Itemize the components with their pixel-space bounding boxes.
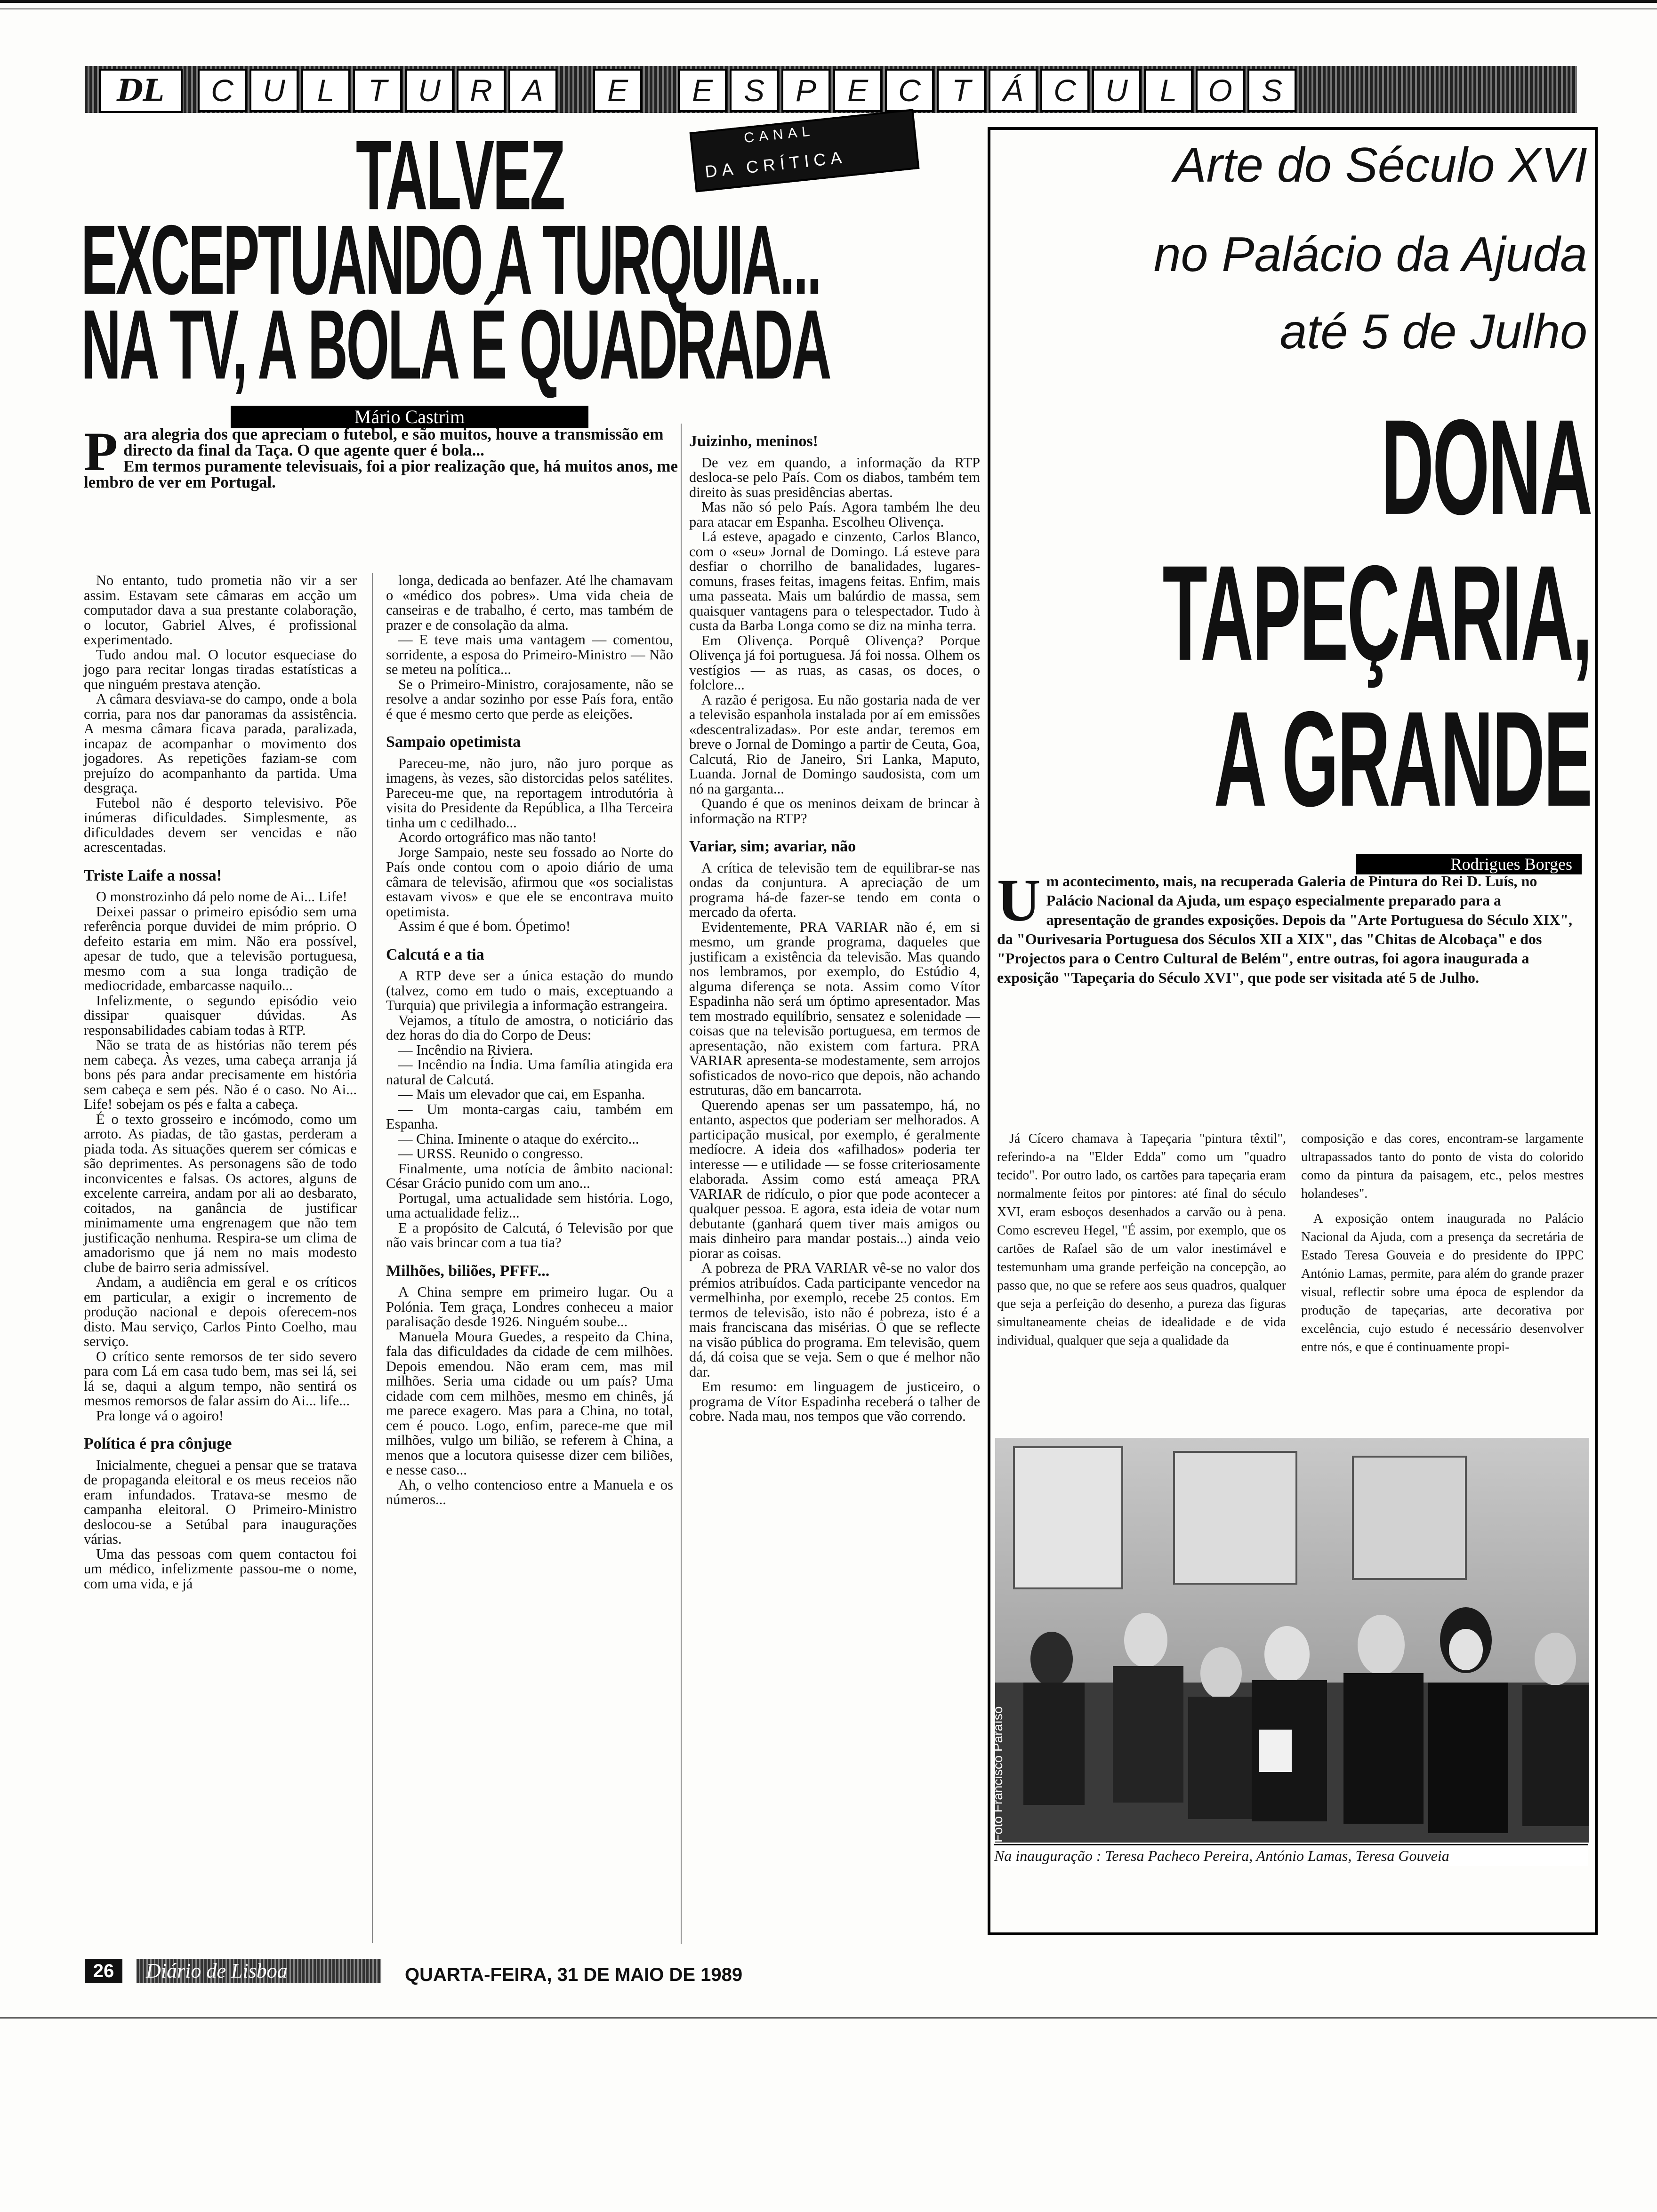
paragraph: — URSS. Reunido o congresso. [398, 1146, 584, 1162]
right-lead-text: m acontecimento, mais, na recuperada Galeria de Pintura do Rei D. Luís, no Palácio Nacional da Ajuda, um espaço especialmente preparado para a apresentação de grandes exposições. Depois da "Arte Portuguesa do Século XIX", da "Ourivesaria Portuguesa dos Séculos XII a XIX", das "Chitas de Alcobaça" e dos "Projectos para o Centro Cultural de Belém", entre outras, foi agora inaugurada a exposição "Tapeçaria do Século XVI", que pode ser visitada até 5 de Julho. [997, 873, 1572, 986]
paragraph: Em Olivença. Porquê Olivença? Porque Olivença já foi portuguesa. Já foi nossa. Olhem os vestígios — as ruas, as casas, os doces, o folclore... [689, 632, 980, 693]
paragraph: A China sempre em primeiro lugar. Ou a Polónia. Tem graça, Londres conheceu a maior paralisação desde 1926. Ninguém soube... [386, 1284, 673, 1330]
subheading: Variar, sim; avariar, não [689, 838, 856, 855]
section-letter: P [781, 69, 830, 112]
lead-dropcap: P [84, 421, 118, 482]
paragraph: Portugal, uma actualidade sem história. Logo, uma actualidade feliz... [386, 1190, 673, 1221]
section-letter: E [593, 69, 642, 112]
paragraph: Pareceu-me, não juro, não juro porque as imagens, às vezes, são distorcidas pelos satélites. Pareceu-me que, na reportagem introdutória à visita do Presidente da República, a Ilha Terceira tinha um c cedilhado... [386, 755, 673, 831]
headline-line-1: TALVEZ [356, 120, 564, 231]
paragraph: Tudo andou mal. O locutor esqueciase do jogo para recitar longas tiradas estatísticas a que ninguém prestava atenção. [84, 646, 357, 692]
column-stamp [690, 109, 920, 192]
right-paragraph: A exposição ontem inaugurada no Palácio Nacional da Ajuda, com a presença da secretária de Estado Teresa Gouveia e do presidente do IPPC António Lamas, permite, para além do grande prazer visual, reflectir sobre uma época de esplendor da produção de tapeçarias, arte decorativa por excelência, cujo estudo é necessário desenvolver entre nós, e que é continuamente propi- [1301, 1211, 1584, 1354]
photo-caption: Na inauguração : Teresa Pacheco Pereira, António Lamas, Teresa Gouveia [994, 1844, 1588, 1866]
article-column-1 [84, 573, 357, 1591]
subheading: Sampaio opetimista [386, 733, 521, 751]
right-lead-dropcap: U [997, 867, 1041, 934]
paragraph: Finalmente, uma notícia de âmbito nacional: César Grácio punido com um ano... [386, 1160, 673, 1191]
right-article-lead [997, 867, 1585, 987]
article-column-2 [386, 573, 673, 1507]
paragraph: Ah, o velho contencioso entre a Manuela e os números... [386, 1476, 673, 1507]
headline-line-3: NA TV, A BOLA É QUADRADA [81, 289, 830, 400]
paragraph: — Um monta-cargas caiu, também em Espanha. [386, 1101, 673, 1132]
section-letter: U [249, 69, 298, 112]
newspaper-logo: DL [99, 69, 183, 113]
section-letter: T [353, 69, 402, 112]
paragraph: O crítico sente remorsos de ter sido severo para com Lá em casa tudo bem, mas sei lá, sei lá se, daqui a algum tempo, não sentirá os mesmos remorsos de falar assim do Ai... life... [84, 1348, 357, 1409]
section-letter: Á [989, 69, 1038, 112]
article-column-3 [689, 434, 980, 1424]
paragraph: E a propósito de Calcutá, ó Televisão por que não vais brincar com a tua tia? [386, 1219, 673, 1250]
kicker-line-3: até 5 de Julho [1279, 305, 1587, 359]
paragraph: Andam, a audiência em geral e os críticos em particular, a exigir o incremento de produção nacional e depois oferecem-nos disto. Mau serviço, Carlos Pinto Coelho, mau serviço. [84, 1274, 357, 1349]
section-letter: E [678, 69, 727, 112]
bottom-rule [0, 2017, 1657, 2019]
paragraph: O monstrozinho dá pelo nome de Ai... Life! [96, 889, 347, 905]
right-author-byline: Rodrigues Borges [1356, 854, 1582, 874]
top-rule [0, 0, 1657, 3]
subheading: Política é pra cônjuge [84, 1435, 232, 1452]
author-byline: Mário Castrim [231, 406, 588, 428]
paragraph: — E teve mais uma vantagem — comentou, sorridente, a esposa do Primeiro-Ministro — Não se meteu na política... [386, 632, 673, 677]
paragraph: Evidentemente, PRA VARIAR não é, em si mesmo, um grande programa, daqueles que justificam a existência da televisão. Mas quando nos lembramos, por exemplo, do Estúdio 4, alguma diferença se nota. Assim como Vítor Espadinha não será um óptimo apresentador. Mas tem mostrado equilíbrio, sensatez e solenidade — coisas que na televisão portuguesa, em termos de apresentação, não existem com fartura. PRA VARIAR apresenta-se modestamente, sem arrojos sofisticados de novo-rico que depois, não achando estruturas, dão em bancarrota. [689, 919, 980, 1098]
right-column-2 [1301, 1130, 1584, 1356]
newspaper-name: Diário de Lisboa [137, 1959, 381, 1983]
paragraph: — China. Iminente o ataque do exército... [398, 1130, 639, 1147]
photo-credit: Foto Francisco Paraíso [990, 1706, 1005, 1843]
paragraph: Futebol não é desporto televisivo. Põe inúmeras dificuldades. Simplesmente, as dificuldades devem ser vencidas e não acrescentadas. [84, 794, 357, 855]
section-letter: L [301, 69, 350, 112]
section-masthead [85, 66, 1577, 113]
paragraph: Inicialmente, cheguei a pensar que se tratava de propaganda eleitoral e os meus receios não eram infundados. Tratava-se mesmo de campanha eleitoral. O Primeiro-Ministro deslocou-se a Setúbal para inaugurações várias. [84, 1457, 357, 1547]
paragraph: Acordo ortográfico mas não tanto! [398, 829, 597, 845]
subheading: Milhões, biliões, PFFF... [386, 1262, 550, 1280]
photo-illustration [995, 1438, 1589, 1843]
section-letter: U [405, 69, 454, 112]
paragraph: Manuela Moura Guedes, a respeito da China, fala das dificuldades da cidade de cem milhões. Depois emendou. Não eram cem, mas mil milhões. Seria uma cidade ou um país? Uma cidade com cem milhões, mesmo em chinês, já me parece exagero. Mas para a China, no total, cem é pouco. Logo, enfim, parece-me que mil milhões, vulgo um bilião, se referem à China, a menos que a locutora quisesse dizer cem biliões, e nesse caso... [386, 1328, 673, 1478]
paragraph: Mas não só pelo País. Agora também lhe deu para atacar em Espanha. Escolheu Olivença. [689, 499, 980, 530]
paragraph: A crítica de televisão tem de equilibrar-se nas ondas da conjuntura. A apreciação de um programa há-de fazer-se tendo em conta o mercado da oferta. [689, 859, 980, 920]
top-rule-thin [0, 8, 1657, 9]
paragraph: Deixei passar o primeiro episódio sem uma referência porque duvidei de mim próprio. O defeito estaria em mim. Não era possível, apesar de tudo, que a televisão portuguesa, mesmo com a sua longa tradição de mediocridade, embarcasse naquilo... [84, 903, 357, 994]
section-letter: C [1040, 69, 1089, 112]
paragraph: No entanto, tudo prometia não vir a ser assim. Estavam sete câmaras em acção um computador dava a sua prestante colaboração, o locutor, Gabriel Alves, é profissional experimentado. [84, 572, 357, 648]
subheading: Triste Laife a nossa! [84, 866, 222, 884]
letter-gap [560, 69, 593, 112]
paragraph: longa, dedicada ao benfazer. Até lhe chamavam o «médico dos pobres». Uma vida cheia de canseiras e de trabalho, é certo, mas também de prazer e de consolação da alma. [386, 572, 673, 633]
paragraph: Uma das pessoas com quem contactou foi um médico, infelizmente passou-me o nome, com uma vida, e já [84, 1546, 357, 1592]
letter-gap [645, 69, 678, 112]
paragraph: — Mais um elevador que cai, em Espanha. [398, 1086, 645, 1102]
section-letter: A [508, 69, 557, 112]
paragraph: A razão é perigosa. Eu não gostaria nada de ver a televisão espanhola instalada por aí em emissões «descentralizadas». Por este andar, teremos em breve o Jornal de Domingo a partir de Ceuta, Goa, Calcutá, Rio de Janeiro, Sri Lanka, Maputo, Luanda. Jornal de Domingo saudosista, com um nó na garganta... [689, 691, 980, 797]
paragraph: A RTP deve ser a única estação do mundo (talvez, como em tudo o mais, exceptuando a Turquia) que privilegia a informação estrangeira. [386, 968, 673, 1013]
paragraph: Não se trata de as histórias não terem pés nem cabeça. Às vezes, uma cabeça arranja já bons pés para andar precisamente em história sem cabeça e sem pés. Não é o caso. No Ai... Life! sobejam os pés e falta a cabeça. [84, 1037, 357, 1112]
column-divider [681, 424, 682, 1944]
headline-tapecaria: TAPEÇARIA, [1162, 537, 1591, 689]
paragraph: Se o Primeiro-Ministro, corajosamente, não se resolve a andar sozinho por esse País fora, então é que é mesmo certo que perde as eleições. [386, 676, 673, 722]
subheading: Juizinho, meninos! [689, 433, 818, 450]
page-number: 26 [85, 1959, 122, 1983]
paragraph: Querendo apenas ser um passatempo, há, no entanto, aspectos que poderiam ser melhorados. A participação musical, por exemplo, é geralmente medíocre. A ideia dos «afilhados» poderia ter interesse — e utilidade — se fosse criteriosamente elaborada. Assim como está ameaça PRA VARIAR de ridículo, o pior que pode acontecer a qualquer pessoa. E agora, esta ideia de votar num debutante (ganhará quem tiver mais amigos ou mais dinheiro para mandar postais...) ainda veio piorar as coisas. [689, 1097, 980, 1261]
section-letter: T [937, 69, 986, 112]
paragraph: — Incêndio na Índia. Uma família atingida era natural de Calcutá. [386, 1057, 673, 1088]
kicker-line-2: no Palácio da Ajuda [1153, 227, 1587, 282]
paragraph: A câmara desviava-se do campo, onde a bola corria, para nos dar panoramas da assistência. A mesma câmara ficava parada, paralizada, incapaz de acompanhar o movimento dos jogadores. As repetições faziam-se com prejuízo do acompanhanto da partida. Uma desgraça. [84, 691, 357, 796]
headline-a-grande: A GRANDE [1214, 682, 1591, 835]
section-title [198, 69, 1299, 112]
stamp-top-text: CANAL [743, 123, 815, 146]
section-letter: L [1144, 69, 1193, 112]
inauguration-photo [990, 1438, 1589, 1843]
subheading: Calcutá e a tia [386, 946, 484, 963]
kicker-line-1: Arte do Século XVI [1174, 138, 1587, 192]
section-letter: O [1196, 69, 1245, 112]
headline-line-2: EXCEPTUANDO A TURQUIA... [81, 205, 820, 315]
paragraph: Lá esteve, apagado e cinzento, Carlos Blanco, com o «seu» Jornal de Domingo. Lá esteve para desfiar o chorrilho de banalidades, lugares-comuns, frases feitas, imagens feitas. Enfim, mais uma passeata. Mais um balúrdio de massa, sem quaisquer vantagens para o telespectador. Tudo à custa da Barba Longa como se diz na minha terra. [689, 529, 980, 633]
paragraph: Assim é que é bom. Ópetimo! [398, 918, 571, 934]
section-letter: E [833, 69, 882, 112]
right-paragraph: composição e das cores, encontram-se largamente ultrapassados tanto do ponto de vista do colorido como da pintura da paisagem, etc., pelos mestres holandeses". [1301, 1131, 1584, 1201]
section-letter: C [198, 69, 247, 112]
section-letter: U [1092, 69, 1141, 112]
lead-text-2: Em termos puramente televisuais, foi a pior realização que, há muitos anos, me lembro de ver em Portugal. [84, 457, 678, 491]
headline-dona: DONA [1381, 391, 1591, 543]
paragraph: Infelizmente, o segundo episódio veio dissipar quaisquer dúvidas. As responsabilidades cabiam todas à RTP. [84, 992, 357, 1038]
paragraph: Pra longe vá o agoiro! [96, 1407, 224, 1424]
article-lead [84, 421, 700, 491]
paragraph: Jorge Sampaio, neste seu fossado ao Norte do País onde contou com o apoio diário de uma câmara de televisão, afirmou que «os socialistas estavam vivos» e que ele se encontrava muito opetimista. [386, 844, 673, 920]
lead-text: ara alegria dos que apreciam o futebol, e são muitos, houve a transmissão em directo da final da Taça. O que agente quer é bola... [123, 425, 664, 459]
section-letter: R [457, 69, 506, 112]
issue-date: QUARTA-FEIRA, 31 DE MAIO DE 1989 [405, 1964, 743, 1985]
paragraph: Em resumo: em linguagem de justiceiro, o programa de Vítor Espadinha receberá o talher de cobre. Nada mau, nos tempos que vão correndo. [689, 1378, 980, 1424]
right-paragraph: Já Cícero chamava à Tapeçaria "pintura têxtil", referindo-a na "Elder Edda" como um "quadro tecido". Por outro lado, os cartões para tapeçaria eram normalmente feitos por pintores: até final do século XVI, eram esboços desenhados a carvão ou à pena. Como escreveu Hegel, "É assim, por exemplo, que os cartões de Rafael são de um valor inestimável e testemunham uma grande perfeição na concepção, ao passo que, no que se refere aos seus quadros, qualquer que seja a perfeição do desenho, a pureza das figuras simultaneamente cheias de idealidade e de vida individual, qualquer que seja a qualidade da [997, 1131, 1286, 1348]
section-letter: C [885, 69, 934, 112]
paragraph: De vez em quando, a informação da RTP desloca-se pelo País. Com os diabos, também tem direito às suas presidências abertas. [689, 454, 980, 500]
paragraph: É o texto grosseiro e incómodo, como um arroto. As piadas, de tão gastas, perderam a piada toda. As situações querem ser cómicas e são deprimentes. As personagens são de todo inconvicentes e falsas. Os actores, alguns de excelente carreira, andam por ali ao desbarato, coitados, na ganância de justificar minimamente uma engrenagem que não tem justificação nenhuma. Respira-se um clima de amadorismo que já nem no mais modesto clube de bairro seria admissível. [84, 1111, 357, 1275]
paragraph: A pobreza de PRA VARIAR vê-se no valor dos prémios atribuídos. Cada participante vencedor na vermelhinha, por exemplo, recebe 25 contos. Em termos de televisão, isto não é pobreza, isto é a mais franciscana das misérias. O que se reflecte na visão pública do programa. Em televisão, quem dá, dá coisa que se veja. Sem o que é melhor não dar. [689, 1260, 980, 1380]
stamp-bottom-text: DA CRÍTICA [704, 147, 848, 182]
column-divider [372, 573, 373, 1943]
right-column-1 [997, 1130, 1286, 1350]
paragraph: Quando é que os meninos deixam de brincar à informação na RTP? [689, 795, 980, 826]
paragraph: Vejamos, a título de amostra, o noticiário das dez horas do dia do Corpo de Deus: [386, 1012, 673, 1043]
section-letter: S [730, 69, 779, 112]
section-letter: S [1247, 69, 1296, 112]
paragraph: — Incêndio na Riviera. [398, 1042, 533, 1058]
